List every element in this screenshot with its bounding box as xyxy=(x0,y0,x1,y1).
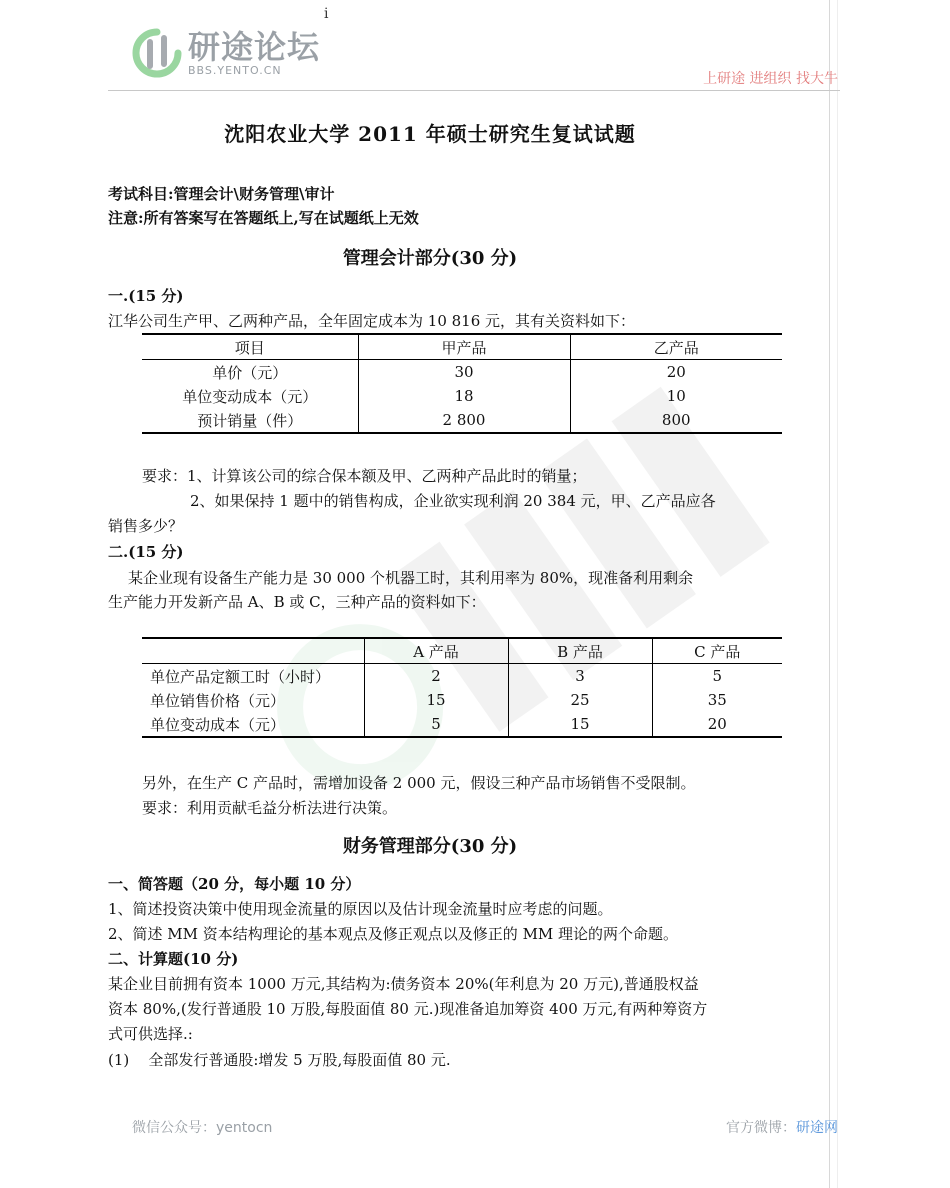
table-cell: 单位销售价格（元） xyxy=(142,688,364,712)
table-cell: 3 xyxy=(508,664,652,689)
table-header-row xyxy=(142,334,782,360)
question-heading: 二.(15 分) xyxy=(108,543,184,561)
requirement-2: 2、如果保持 1 题中的销售构成，企业欲实现利润 20 384 元，甲、乙产品应各 xyxy=(190,492,716,510)
logo-name: 研途论坛 xyxy=(188,27,321,66)
table-row xyxy=(142,384,782,408)
page-edge-shadow xyxy=(837,0,838,1188)
question-heading: 一、简答题（20 分，每小题 10 分） xyxy=(108,875,361,893)
table-header-cell: C 产品 xyxy=(652,638,782,664)
section-title-financial-management: 财务管理部分(30 分) xyxy=(342,836,518,857)
table-header-cell xyxy=(142,638,364,664)
header-divider xyxy=(108,90,840,91)
section-title-management-accounting: 管理会计部分(30 分) xyxy=(342,248,518,269)
table-cell: 预计销量（件） xyxy=(142,408,358,433)
slogan: 上研途 进组织 找大牛 xyxy=(703,71,838,87)
question-requirement: 要求：利用贡献毛益分析法进行决策。 xyxy=(142,799,398,817)
weibo-label: 官方微博： xyxy=(726,1120,796,1136)
table-row xyxy=(142,664,782,689)
table-cell: 25 xyxy=(508,688,652,712)
exam-title: 沈阳农业大学 2011 年硕士研究生复试试题 xyxy=(224,122,636,146)
logo-icon xyxy=(130,26,184,80)
table-cell: 15 xyxy=(364,688,508,712)
page-edge xyxy=(829,0,830,1188)
table-header-cell: 项目 xyxy=(142,334,358,360)
table-cell: 单位变动成本（元） xyxy=(142,712,364,737)
requirement-1: 要求：1、计算该公司的综合保本额及甲、乙两种产品此时的销量； xyxy=(142,467,587,485)
table-cell: 5 xyxy=(712,667,723,685)
table-cell: 18 xyxy=(358,384,570,408)
requirement-2-continued: 销售多少？ xyxy=(108,517,184,535)
question-text: 1、简述投资决策中使用现金流量的原因以及估计现金流量时应考虑的问题。 xyxy=(108,900,613,918)
table-cell: 单位产品定额工时（小时） xyxy=(142,664,364,689)
wechat-account: 微信公众号：yentocn xyxy=(132,1120,273,1136)
table-header-row xyxy=(142,638,782,664)
table-cell: 20 xyxy=(666,363,686,381)
table-header-cell: B 产品 xyxy=(508,638,652,664)
question-heading: 二、计算题(10 分) xyxy=(108,950,239,968)
exam-subject: 考试科目:管理会计\财务管理\审计 xyxy=(108,185,335,203)
logo-url: BBS.YENTO.CN xyxy=(188,63,282,77)
table-cell: 800 xyxy=(661,411,691,429)
financing-option-1: (1) 全部发行普通股:增发 5 万股,每股面值 80 元. xyxy=(108,1051,451,1069)
new-product-table xyxy=(142,637,782,738)
question-text-continued: 式可供选择.: xyxy=(108,1025,193,1043)
table-row xyxy=(142,688,782,712)
table-cell: 35 xyxy=(707,691,727,709)
question-text: 江华公司生产甲、乙两种产品，全年固定成本为 10 816 元，其有关资料如下： xyxy=(108,312,636,330)
weibo-account xyxy=(726,1117,838,1137)
question-text: 2、简述 MM 资本结构理论的基本观点及修正观点以及修正的 MM 理论的两个命题。 xyxy=(108,925,679,943)
product-cost-table xyxy=(142,333,782,434)
exam-notice: 注意:所有答案写在答题纸上,写在试题纸上无效 xyxy=(108,209,419,227)
table-header-cell: 甲产品 xyxy=(358,334,570,360)
question-text: 某企业目前拥有资本 1000 万元,其结构为:债务资本 20%(年利息为 20 万元),普通股权益 xyxy=(108,975,699,993)
table-row xyxy=(142,712,782,737)
table-cell: 15 xyxy=(508,712,652,737)
table-cell: 单位变动成本（元） xyxy=(142,384,358,408)
table-row xyxy=(142,360,782,385)
question-text-continued: 资本 80%,(发行普通股 10 万股,每股面值 80 元.)现准备追加筹资 400 万元,有两种筹资方 xyxy=(108,1000,708,1018)
table-cell: 2 800 xyxy=(358,408,570,433)
question-note: 另外，在生产 C 产品时，需增加设备 2 000 元，假设三种产品市场销售不受限制。 xyxy=(142,774,696,792)
table-header-cell: A 产品 xyxy=(364,638,508,664)
table-cell: 2 xyxy=(364,664,508,689)
question-heading: 一.(15 分) xyxy=(108,287,184,305)
question-text-continued: 生产能力开发新产品 A、B 或 C，三种产品的资料如下： xyxy=(108,593,486,611)
table-cell: 单价（元） xyxy=(142,360,358,385)
table-cell: 20 xyxy=(707,715,727,733)
table-cell: 5 xyxy=(364,712,508,737)
question-text: 某企业现有设备生产能力是 30 000 个机器工时，其利用率为 80%，现准备利用剩余 xyxy=(128,569,694,587)
table-cell: 10 xyxy=(666,387,686,405)
table-cell: 30 xyxy=(358,360,570,385)
weibo-link[interactable]: 研途网 xyxy=(796,1120,838,1136)
scan-mark: ⅰ xyxy=(324,6,329,22)
table-header-cell: 乙产品 xyxy=(570,334,782,360)
table-row xyxy=(142,408,782,433)
site-logo xyxy=(130,26,320,80)
